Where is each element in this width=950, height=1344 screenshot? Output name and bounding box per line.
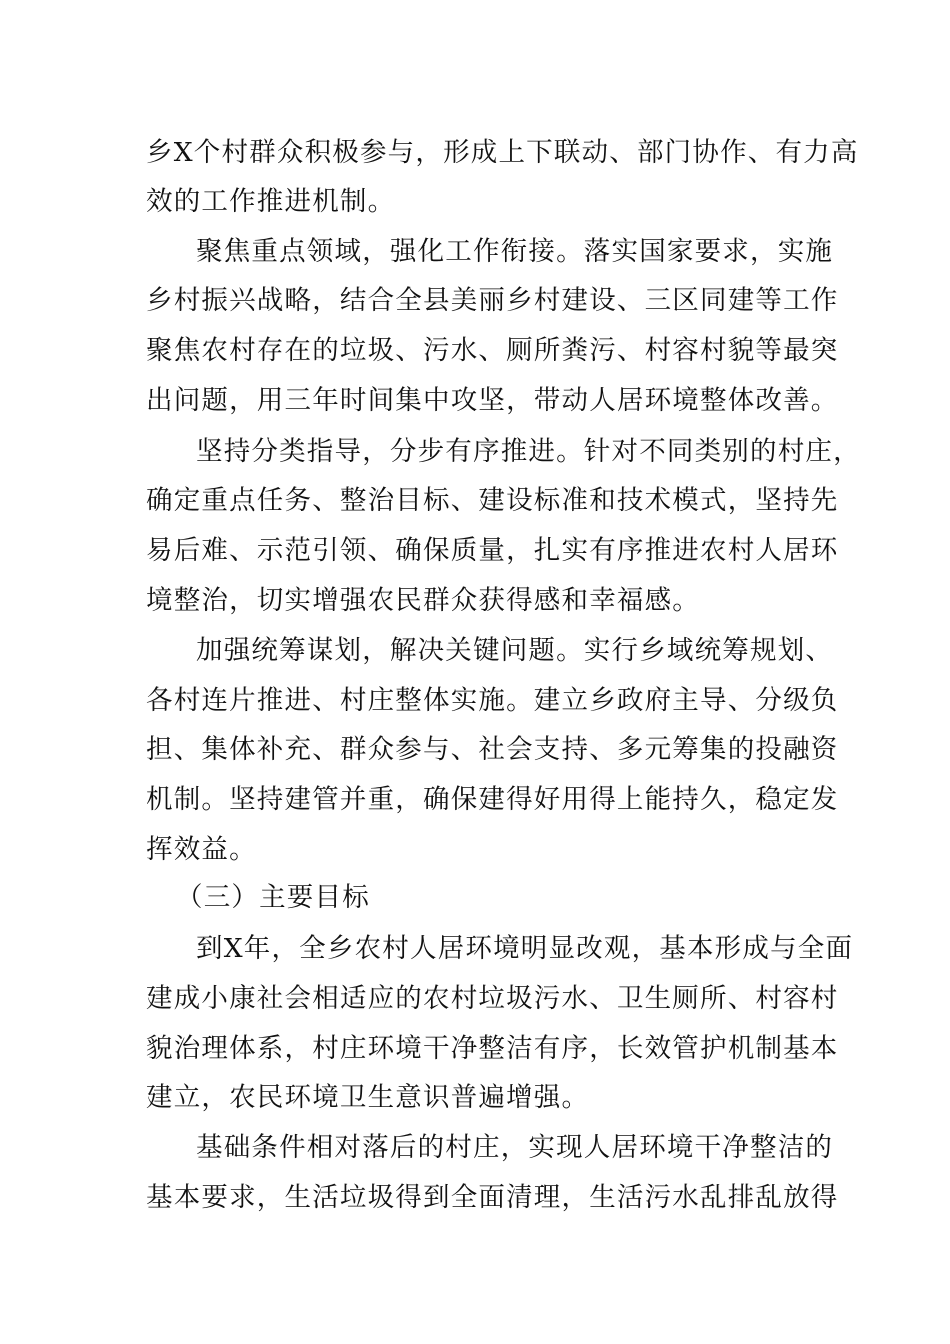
text-line: 基本要求，生活垃圾得到全面清理，生活污水乱排乱放得: [146, 1182, 839, 1213]
paragraph-start-line: 加强统筹谋划，解决关键问题。实行乡域统筹规划、: [196, 635, 834, 666]
text-line: 聚焦农村存在的垃圾、污水、厕所粪污、村容村貌等最突: [146, 335, 839, 366]
text-line: 易后难、示范引领、确保质量，扎实有序推进农村人居环: [146, 535, 839, 566]
paragraph-start-line: 到X年，全乡农村人居环境明显改观，基本形成与全面: [196, 933, 854, 964]
paragraph-start-line: 基础条件相对落后的村庄，实现人居环境干净整洁的: [196, 1132, 834, 1163]
section-heading: （三）主要目标: [176, 882, 370, 913]
text-line: 机制。坚持建管并重，确保建得好用得上能持久，稳定发: [146, 784, 839, 815]
text-line: 确定重点任务、整治目标、建设标准和技术模式，坚持先: [146, 485, 839, 516]
text-line: 貌治理体系，村庄环境干净整洁有序，长效管护机制基本: [146, 1033, 839, 1064]
text-line: 出问题，用三年时间集中攻坚，带动人居环境整体改善。: [146, 385, 839, 416]
text-line: 建立，农民环境卫生意识普遍增强。: [146, 1082, 590, 1113]
text-line: 挥效益。: [146, 834, 257, 865]
text-line: 担、集体补充、群众参与、社会支持、多元筹集的投融资: [146, 734, 839, 765]
text-line: 建成小康社会相适应的农村垃圾污水、卫生厕所、村容村: [146, 983, 839, 1014]
text-line: 乡X个村群众积极参与，形成上下联动、部门协作、有力高: [146, 137, 859, 168]
text-line: 境整治，切实增强农民群众获得感和幸福感。: [146, 585, 700, 616]
text-line: 乡村振兴战略，结合全县美丽乡村建设、三区同建等工作: [146, 285, 839, 316]
paragraph-start-line: 坚持分类指导，分步有序推进。针对不同类别的村庄，: [196, 436, 861, 467]
text-line: 效的工作推进机制。: [146, 186, 396, 217]
paragraph-start-line: 聚焦重点领域，强化工作衔接。落实国家要求，实施: [196, 236, 834, 267]
text-line: 各村连片推进、村庄整体实施。建立乡政府主导、分级负: [146, 685, 839, 716]
